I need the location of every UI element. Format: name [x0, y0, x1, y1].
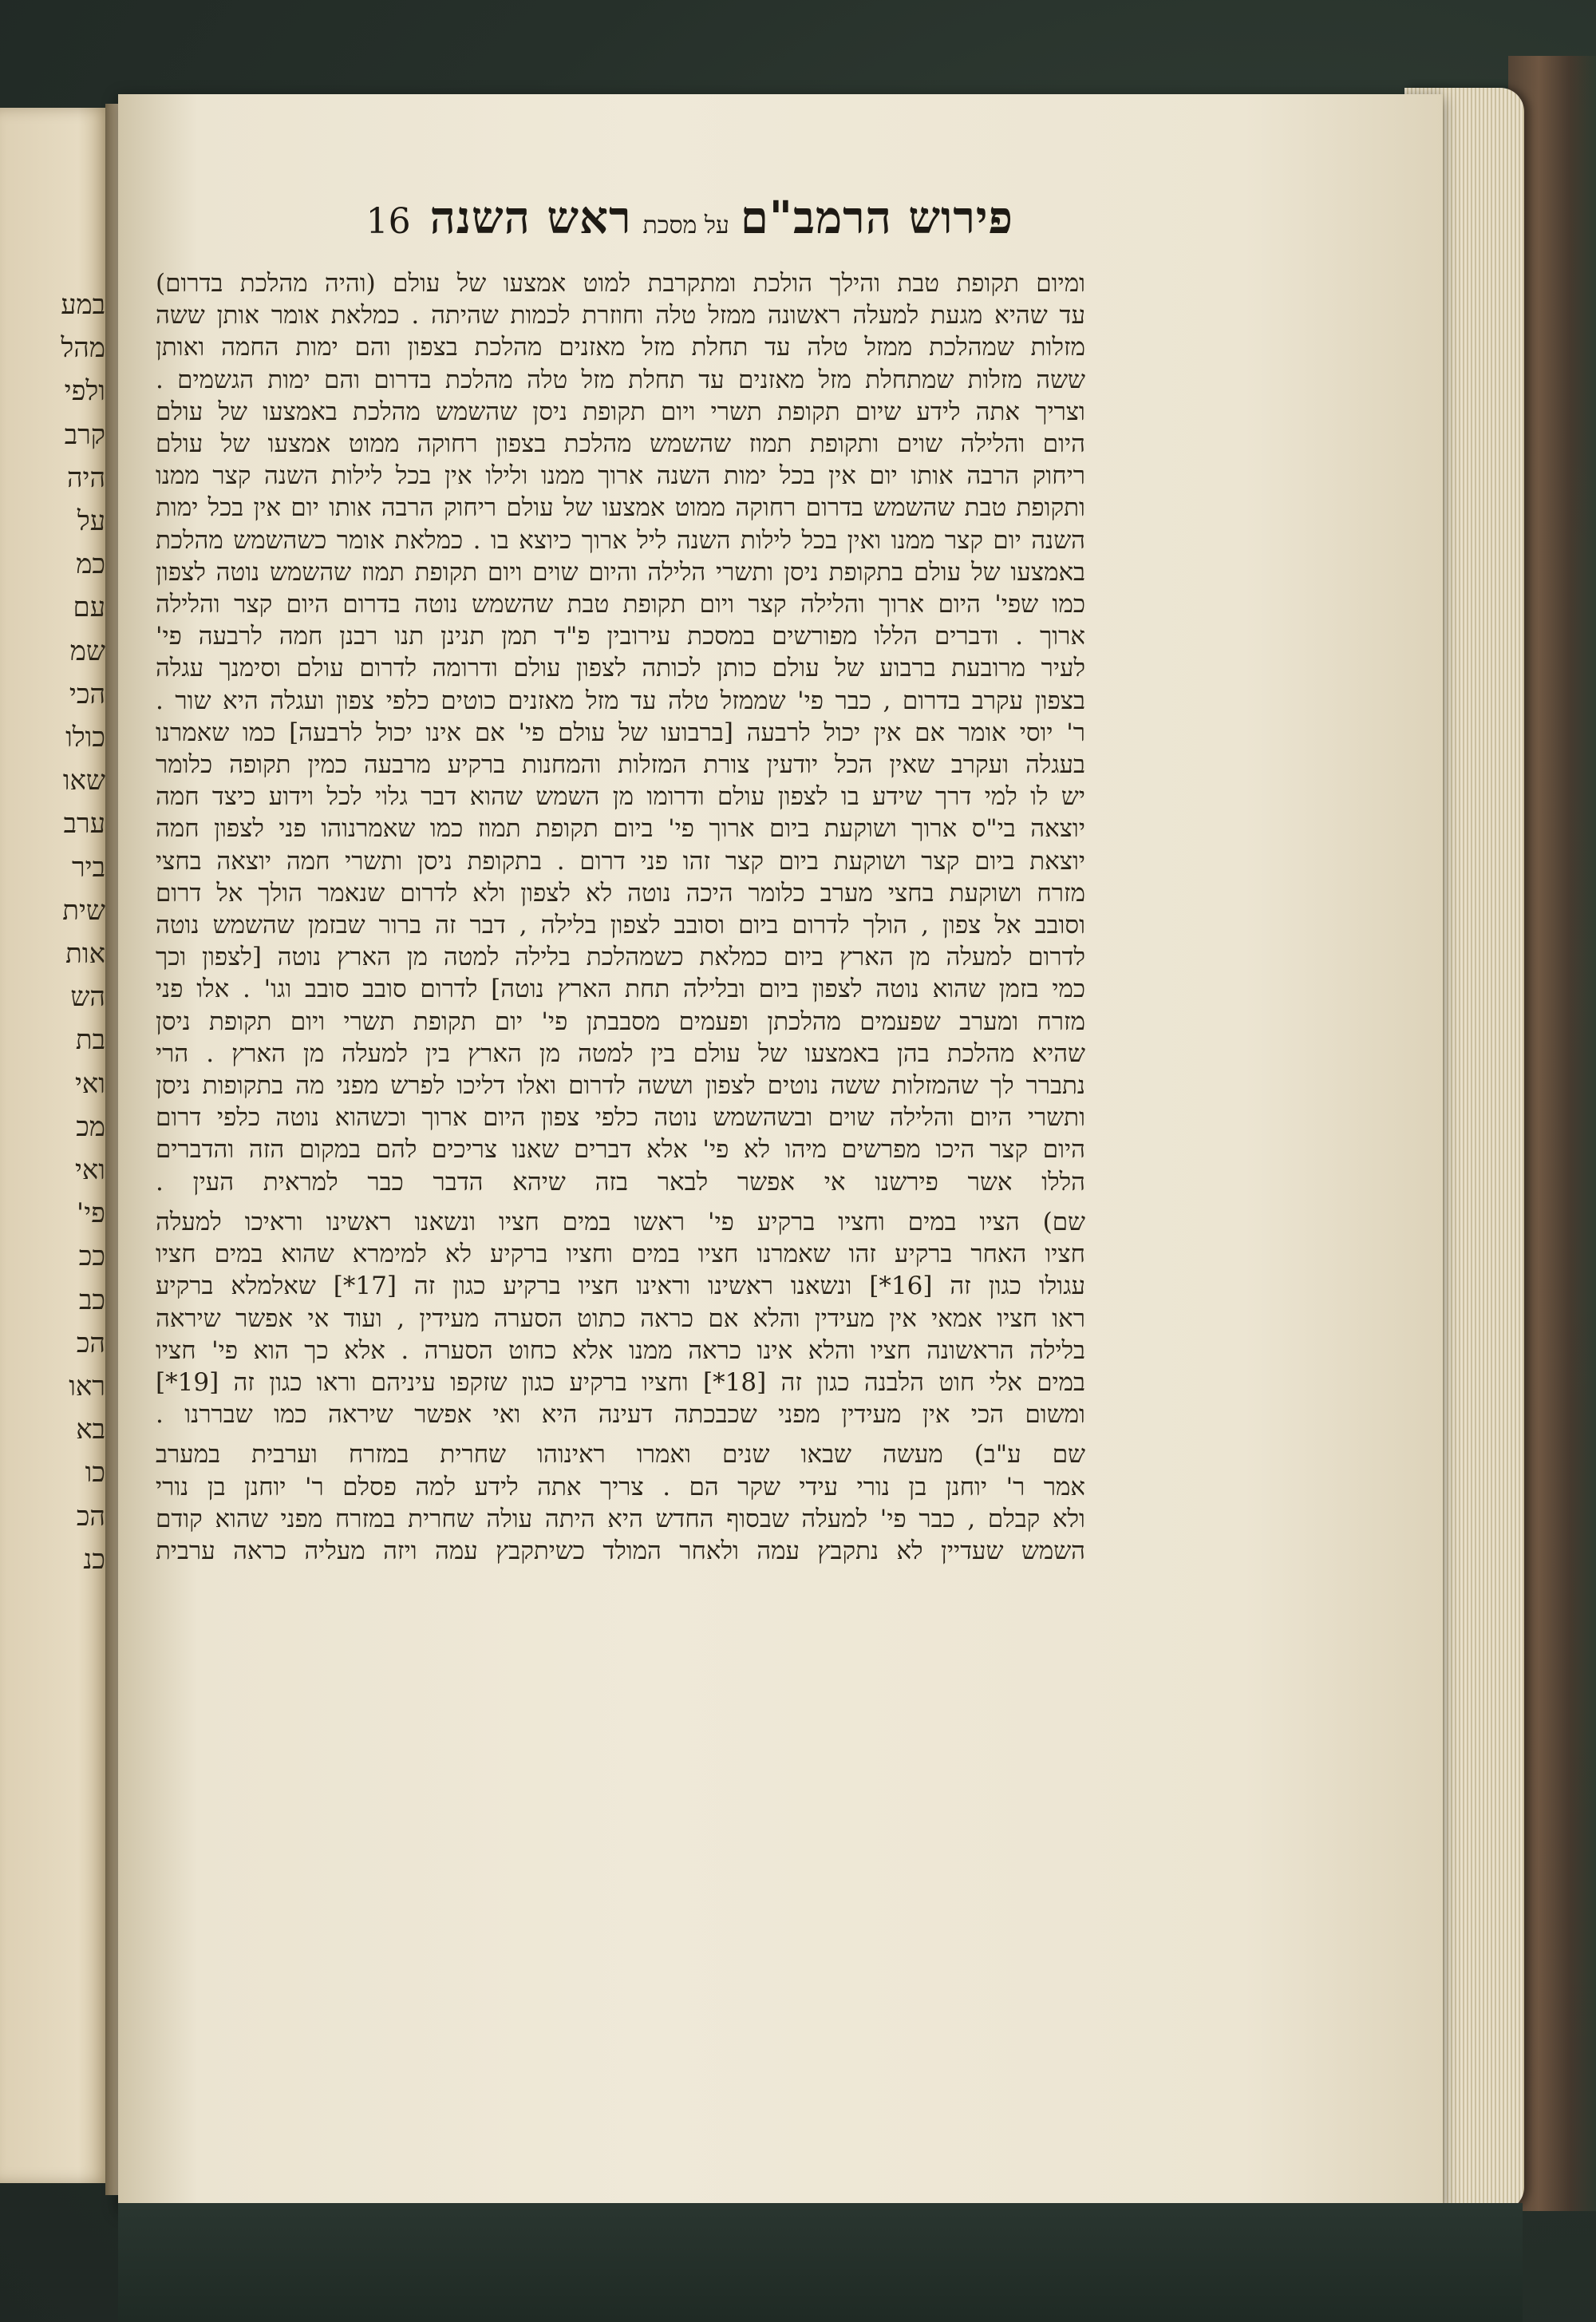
fragment-line: ראו: [69, 1371, 105, 1403]
fragment-line: ביר: [71, 851, 105, 884]
text-line: עגולו כגון זה [16*] ונשאנו ראשינו וראינו חציו ברקיע כגון זה [17*] שאלמלא ברקיע: [156, 1272, 1085, 1301]
text-line: ותשרי היום והלילה שוים ובשהשמש נוטה כלפי צפון היום ארוך וכשהוא נוטה כלפי דרום: [156, 1103, 1085, 1133]
text-line: מזרח ומערב שפעמים מהלכתן ופעמים מסבבתן פי' יום תקופת תשרי ויום תקופת ניסן: [156, 1007, 1085, 1036]
fragment-line: ערב: [63, 808, 105, 841]
text-line: יוצאה בי"ס ארוך ושוקעת ביום ארוך פי' ביום תקופת תמוז כמו שאמרנוהו פני לצפון חמה: [156, 814, 1085, 844]
text-line: במים אלי חוט הלבנה כגון זה [18*] וחציו ברקיע כגון שזקפו עיניהם וראו כגון זה [19*]: [156, 1367, 1085, 1397]
text-line: יוצאת ביום קצר ושוקעת ביום קצר זהו פני דרום . בתקופת ניסן ותשרי חמה יוצאה בחצי: [156, 846, 1085, 876]
fragment-line: אות: [65, 938, 105, 971]
text-line: מזרח ושוקעת בחצי מערב כלומר היכה נוטה לא לצפון ולא לדרום שנאמר הולך אל דרום: [156, 878, 1085, 908]
text-line: ששה מזלות שמתחלת מזל מאזנים עד תחלת מזל טלה מהלכת בדרום והם ימות הגשמים .: [156, 365, 1085, 394]
page-number: 16: [365, 201, 411, 242]
text-line: יש לו למי דרך שידע בו לצפון עולם ודרומו מן השמש שהוא דבר גלוי לכל וידוע כיצד חמה: [156, 782, 1085, 812]
text-line: שם ע"ב) מעשה שבאו שנים ואמרו ראינוהו שחרית במזרח וערבית במערב: [156, 1440, 1085, 1470]
fragment-line: מהל: [61, 332, 105, 365]
text-line: כמי בזמן שהוא נוטה לצפון ביום ובלילה תחת הארץ נוטה] לדרום סובב סובב וגו' . אלו פני: [156, 975, 1085, 1004]
fragment-line: ככ: [78, 1240, 105, 1273]
text-line: לדרום למעלה מן הארץ ביום כמלאת כשמהלכת בלילה למטה מן הארץ נוטה [לצפון וכך: [156, 943, 1085, 972]
commentary-body: [156, 267, 1085, 1567]
text-line: ותקופת טבת שהשמש בדרום רחוקה ממוט אמצעו של עולם ריחוק הרבה אותו יום אין בכל ימות: [156, 493, 1085, 523]
previous-page-text-fragments: [0, 283, 105, 1581]
text-line: שם) הציו במים וחציו ברקיע פי' ראשו במים חציו ונשאנו ראשינו וראיכו למעלה: [156, 1207, 1085, 1236]
text-line: אמר ר' יוחנן בן נורי עידי שקר הם . צריך אתה לידע למה פסלם ר' יוחנן בן נורי: [156, 1472, 1085, 1501]
paragraph-gap: [156, 1430, 1085, 1438]
text-line: שהיא מהלכת בהן באמצעו של עולם בין למטה מן הארץ בין למעלה מן הארץ . הרי: [156, 1038, 1085, 1068]
fragment-line: כמ: [76, 548, 105, 581]
fragment-line: הכי: [69, 678, 105, 710]
fragment-line: כולו: [65, 722, 105, 754]
fragment-line: ולפי: [64, 375, 105, 408]
text-line: השמש שעדיין לא נתקבץ עמה ולאחר המולד כשיתקבץ עמה ויזה מעליה כראה ערבית: [156, 1536, 1085, 1565]
text-line: מזלות שמהלכת ממזל טלה עד תחלת מזל מאזנים מהלכת בצפון והם ימות החמה ואותן: [156, 333, 1085, 362]
fragment-line: מכ: [76, 1110, 105, 1143]
text-line: ומשום הכי אין מעידין מפני שכבכתה דעינה היא ואי אפשר שיראה כמו שבררנו .: [156, 1400, 1085, 1430]
header-tractate-title: ראש השנה: [429, 192, 632, 244]
text-line: ולא קבלם , כבר פי' למעלה שבסוף החדש היא היתה עולה שחרית במזרח מפני שהוא קודם: [156, 1504, 1085, 1533]
fragment-line: הכ: [76, 1500, 105, 1533]
text-line: וצריך אתה לידע שיום תקופת תשרי ויום תקופת ניסן שהשמש מהלכת באמצעו של עולם: [156, 397, 1085, 426]
fragment-line: שית: [62, 894, 105, 927]
text-line: הללו אשר פירשנו אי אפשר לבאר בזה שיהא הדבר כבר למראית העין .: [156, 1167, 1085, 1197]
fragment-line: הש: [70, 981, 105, 1014]
page-header: [335, 192, 1013, 255]
fragment-line: קרב: [64, 418, 105, 451]
text-line: ראו חציו אמאי אין מעידין והלא אם כראה כתוט הסערה מעידין , ועוד אי אפשר שיראה: [156, 1303, 1085, 1333]
text-line: וסובב אל צפון , הולך לדרום ביום וסובב לצפון בלילה , דבר זה ברור שבזמן שהשמש נוטה: [156, 911, 1085, 940]
text-line: השנה יום קצר ממנו ואין בכל לילות השנה ליל ארוך כיוצא בו . כמלאת אומר כשהשמש מהלכת: [156, 525, 1085, 555]
text-line: בצפון עקרב בדרום , כבר פי' שממזל טלה עד מזל מאזנים כוטים כלפי צפון ועגלה היא שור .: [156, 686, 1085, 715]
text-line: עד שהיא מגעת למעלה ראשונה ממזל טלה וחוזרת לכמות שהיתה . כמלאת אומר אותן ששה: [156, 301, 1085, 330]
previous-page: [0, 108, 112, 2183]
paragraph-gap: [156, 1198, 1085, 1206]
cover-bottom: [118, 2203, 1523, 2322]
fragment-line: כו: [85, 1457, 105, 1489]
fragment-line: כב: [78, 1284, 105, 1316]
fragment-line: ואי: [74, 1154, 105, 1187]
fragment-line: על: [77, 505, 105, 538]
text-line: ריחוק הרבה אותו יום אין בכל ימות השנה ארוך ממנו ולילו אין בכל לילות השנה קצר ממנו: [156, 461, 1085, 491]
text-line: באמצעו של עולם בתקופת ניסן ותשרי הלילה והיום שוים ויום תקופת תמוז שהשמש נוטה לצפון: [156, 557, 1085, 587]
fragment-line: עם: [73, 591, 105, 624]
text-line: ומיום תקופת טבת והילך הולכת ומתקרבת למוט אמצעו של עולם (והיה מהלכת בדרום): [156, 269, 1085, 298]
text-line: ארוך . ודברים הללו מפורשים במסכת עירובין פ"ד תמן תנינן תנו רבנן חמה לרבעה פי': [156, 622, 1085, 651]
text-line: בלילה הראשונה חציו והלא אינו כראה ממנו אלא כחוט הסערה . אלא כך הוא פי' חציו: [156, 1335, 1085, 1365]
fragment-line: כנ: [83, 1543, 105, 1576]
fragment-line: פי': [76, 1197, 105, 1230]
text-line: כמו שפי' היום ארוך והלילה קצר ויום תקופת טבת שהשמש נוטה בדרום היום קצר והלילה: [156, 590, 1085, 619]
fragment-line: בא: [76, 1414, 105, 1446]
text-line: ר' יוסי אומר אם אין יכול לרבעה [ברבועו של עולם פי' אם אינו יכול לרבעה] כמו שאמרנו: [156, 718, 1085, 747]
text-line: נתברר לך שהמזלות ששה נוטים לצפון וששה לדרום ואלו דליכו לפרש מפני מה בתקופות ניסן: [156, 1071, 1085, 1101]
text-line: היום והלילה שוים ותקופת תמוז שהשמש מהלכת בצפון רחוקה ממוט אמצעו של עולם: [156, 429, 1085, 459]
fragment-line: בת: [75, 1024, 105, 1057]
fragment-line: היה: [66, 461, 105, 494]
header-connector: על מסכת: [642, 212, 729, 239]
fragment-line: הכ: [76, 1327, 105, 1359]
fragment-line: שמ: [69, 635, 105, 667]
fragment-line: במע: [61, 289, 105, 321]
header-author-title: פירוש הרמב"ם: [740, 192, 1013, 244]
fragment-line: ואי: [74, 1067, 105, 1100]
text-line: בעגלה ועקרב שאין הכל יודעין צורת המזלות והמחנות ברקיע מרבעה כמין תקופה כלומר: [156, 750, 1085, 780]
fragment-line: שאו: [62, 765, 105, 797]
text-line: לעיר מרובעת ברבוע של עולם כותן לכותה לצפון עולם ודרומה לדרום עולם וסימנך עגלה: [156, 654, 1085, 683]
text-line: היום קצר היכו מפרשים מיהו לא פי' אלא דברים שאנו צריכים להם במקום הזה והדברים: [156, 1135, 1085, 1165]
text-line: חציו האחר ברקיע זהו שאמרנו חציו במים וחציו ברקיע לא למימרא שהוא במים חציו: [156, 1240, 1085, 1269]
